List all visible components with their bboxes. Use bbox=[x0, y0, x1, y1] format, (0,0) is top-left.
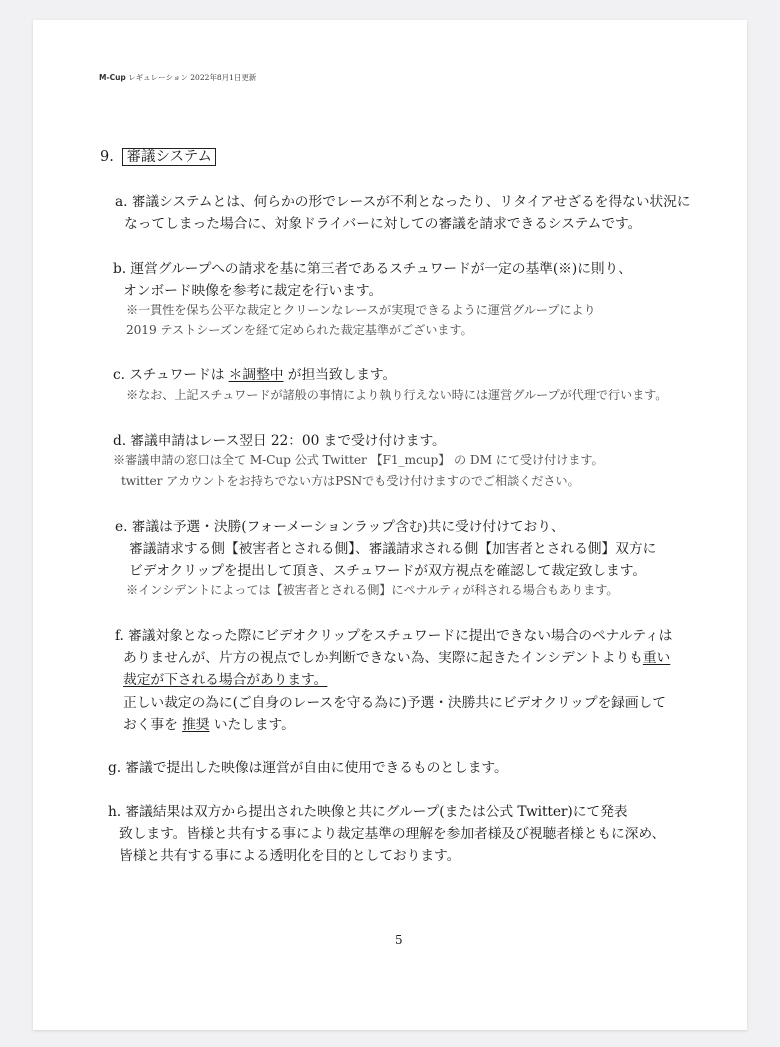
item-f-line3: 裁定が下される場合があります。 bbox=[123, 672, 328, 688]
item-b-line1: b. 運営グループへの請求を基に第三者であるスチュワードが一定の基準(※)に則り、 bbox=[113, 261, 632, 277]
item-f-line2-text: ありませんが、片方の視点でしか判断できない為、実際に起きたインシデントよりも bbox=[123, 650, 643, 666]
item-f-line2-underlined: 重い bbox=[642, 650, 671, 666]
item-e-line2: 審議請求する側【被害者とされる側】、審議請求される側【加害者とされる側】双方に bbox=[129, 541, 657, 557]
item-e-line1: e. 審議は予選・決勝(フォーメーションラップ含む)共に受け付けており、 bbox=[115, 519, 565, 535]
item-c-post: が担当致します。 bbox=[283, 367, 397, 383]
item-g-line1: g. 審議で提出した映像は運営が自由に使用できるものとします。 bbox=[108, 760, 508, 776]
item-h-line2: 致します。皆様と共有する事により裁定基準の理解を参加者様及び視聴者様ともに深め、 bbox=[119, 826, 666, 842]
item-f-line4: 正しい裁定の為に(ご自身のレースを守る為に)予選・決勝共にビデオクリップを録画して bbox=[123, 695, 666, 711]
item-b-line2: オンボード映像を参考に裁定を行います。 bbox=[123, 283, 383, 299]
section-heading bbox=[100, 145, 216, 166]
item-f-line1: f. 審議対象となった際にビデオクリップをスチュワードに提出できない場合のペナルティは bbox=[115, 628, 673, 644]
item-c-note1: ※なお、上記スチュワードが諸般の事情により執り行えない時には運営グループが代理で行います。 bbox=[126, 388, 668, 402]
item-c-line1 bbox=[113, 363, 396, 383]
item-e-line3: ビデオクリップを提出して頂き、スチュワードが双方視点を確認して裁定致します。 bbox=[129, 563, 647, 579]
item-f-line5-post: いたします。 bbox=[209, 717, 295, 733]
item-d-line1: d. 審議申請はレース翌日 22：00 まで受け付けます。 bbox=[113, 433, 446, 449]
item-b-note2: 2019 テストシーズンを経て定められた裁定基準がございます。 bbox=[126, 323, 473, 337]
item-f-line2 bbox=[123, 646, 670, 666]
document-page bbox=[33, 20, 747, 1030]
item-d-note2: twitter アカウントをお持ちでない方はPSNでも受け付けますのでご相談ください。 bbox=[121, 474, 580, 488]
item-h-line3: 皆様と共有する事による透明化を目的としております。 bbox=[119, 848, 461, 864]
page-number: 5 bbox=[395, 933, 403, 947]
item-f-line5-underlined: 推奨 bbox=[182, 717, 210, 733]
section-title: 審議システム bbox=[122, 148, 216, 166]
item-c-highlight: ＊調整中 bbox=[228, 367, 284, 383]
item-c-pre: c. スチュワードは bbox=[113, 367, 229, 383]
item-h-line1: h. 審議結果は双方から提出された映像と共にグループ(または公式 Twitter)にて発表 bbox=[108, 804, 628, 820]
section-number: 9. bbox=[100, 149, 114, 165]
header-text: レギュレーション 2022年8月1日更新 bbox=[128, 73, 257, 82]
item-d-note1: ※審議申請の窓口は全て M-Cup 公式 Twitter 【F1_mcup】 の DM にて受け付けます。 bbox=[113, 453, 604, 467]
brand-logo: M-Cup bbox=[99, 73, 126, 82]
item-f-line5-pre: おく事を bbox=[123, 717, 183, 733]
item-a-line1: a. 審議システムとは、何らかの形でレースが不利となったり、リタイアせざるを得ない状況に bbox=[115, 194, 691, 210]
item-a-line2: なってしまった場合に、対象ドライバーに対しての審議を請求できるシステムです。 bbox=[124, 216, 642, 232]
item-f-line5 bbox=[123, 713, 295, 733]
item-e-note1: ※インシデントによっては【被害者とされる側】にペナルティが科される場合もあります。 bbox=[126, 583, 619, 597]
item-b-note1: ※一貫性を保ち公平な裁定とクリーンなレースが実現できるように運営グループにより bbox=[126, 303, 596, 317]
page-header bbox=[99, 72, 256, 83]
